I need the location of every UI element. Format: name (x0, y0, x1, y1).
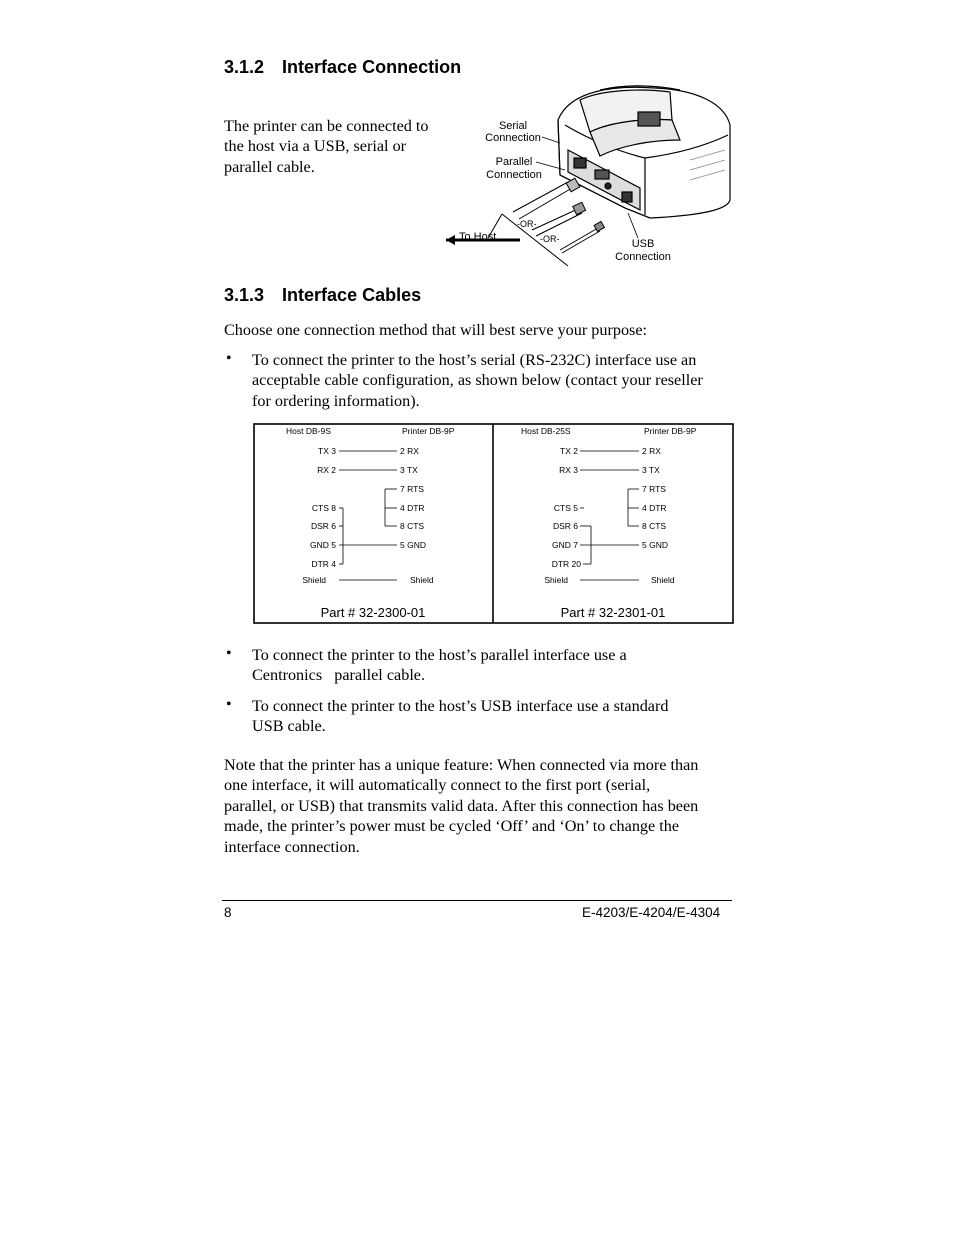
pin-gnd: GND 7 (552, 540, 578, 550)
pin-p-cts: 8 CTS (642, 521, 667, 531)
bullet-line: To connect the printer to the host’s parallel interface use a (252, 646, 627, 664)
host-header: Host DB-9S (286, 426, 331, 436)
note-line: Note that the printer has a unique feature: When connected via more than (224, 756, 699, 774)
cables (488, 178, 604, 266)
cable-wiring-table (253, 423, 734, 624)
pin-rx: RX 2 (317, 465, 336, 475)
model-number: E-4203/E-4204/E-4304 (582, 905, 721, 920)
pin-p-dtr: 4 DTR (642, 503, 667, 513)
section-heading-3-1-3 (224, 285, 421, 306)
pin-shield: Shield (302, 575, 326, 585)
printer-illustration (558, 86, 730, 218)
bullet-marker: • (226, 645, 232, 662)
intro-line: The printer can be connected to (224, 117, 429, 135)
pin-p-shield: Shield (651, 575, 675, 585)
part-number-left: Part # 32-2300-01 (320, 605, 426, 620)
pin-p-rx: 2 RX (400, 446, 419, 456)
note-line: interface connection. (224, 837, 360, 856)
pin-p-gnd: 5 GND (400, 540, 426, 550)
pin-p-rts: 7 RTS (400, 484, 424, 494)
pin-shield: Shield (544, 575, 568, 585)
note-paragraph (224, 755, 744, 857)
intro-line: the host via a USB, serial or (224, 137, 407, 156)
serial-label-1: Serial (498, 120, 528, 132)
pin-tx: TX 2 (560, 446, 578, 456)
pin-rx: RX 3 (559, 465, 578, 475)
pin-p-gnd: 5 GND (642, 540, 668, 550)
intro-line: parallel cable. (224, 157, 315, 176)
intro-paragraph (224, 116, 444, 177)
section-title: Interface Cables (282, 285, 422, 305)
bullet-line: for ordering information). (252, 391, 420, 410)
bullet-line: Centronics parallel cable. (252, 666, 426, 685)
printer-connection-figure (440, 80, 740, 270)
bullet-line: acceptable cable configuration, as shown below (contact your reseller (252, 371, 703, 390)
pin-p-dtr: 4 DTR (400, 503, 425, 513)
choose-paragraph: Choose one connection method that will best serve your purpose: (224, 321, 648, 339)
usb-label-1: USB (631, 238, 655, 250)
host-header: Host DB-25S (521, 426, 571, 436)
or-label-2: -OR- (540, 234, 560, 244)
bullet-serial (252, 350, 742, 411)
bullet-line: To connect the printer to the host’s serial (RS-232C) interface use an (252, 351, 697, 369)
page-number: 8 (224, 905, 232, 920)
section-number: 3.1.2 (224, 57, 265, 77)
pin-p-rx: 2 RX (642, 446, 661, 456)
bullet-line: USB cable. (252, 717, 326, 736)
footer-rule (222, 900, 732, 901)
part-number-right: Part # 32-2301-01 (560, 605, 666, 620)
parallel-label-1: Parallel (495, 156, 533, 168)
pin-cts: CTS 8 (311, 503, 336, 513)
pin-p-shield: Shield (410, 575, 434, 585)
pin-p-tx: 3 TX (642, 465, 660, 475)
section-number: 3.1.3 (224, 285, 265, 305)
parallel-label-2: Connection (486, 169, 542, 181)
pin-p-rts: 7 RTS (642, 484, 666, 494)
pin-gnd: GND 5 (310, 540, 336, 550)
bullet-marker: • (226, 350, 232, 367)
to-host-label: To Host (459, 231, 497, 243)
usb-label-2: Connection (615, 251, 671, 263)
bullet-line: To connect the printer to the host’s USB interface use a standard (252, 697, 669, 715)
note-line: made, the printer’s power must be cycled ‘Off’ and ‘On’ to change the (224, 817, 680, 836)
note-line: parallel, or USB) that transmits valid data. After this connection has been (224, 796, 699, 815)
pin-cts: CTS 5 (553, 503, 578, 513)
pin-p-tx: 3 TX (400, 465, 418, 475)
printer-header: Printer DB-9P (402, 426, 455, 436)
pin-dtr: DTR 20 (551, 559, 581, 569)
pin-p-cts: 8 CTS (400, 521, 425, 531)
section-title: Interface Connection (282, 57, 462, 77)
serial-label-2: Connection (485, 132, 541, 144)
printer-header: Printer DB-9P (644, 426, 697, 436)
bullet-usb (252, 696, 742, 737)
pin-tx: TX 3 (318, 446, 336, 456)
pin-dsr: DSR 6 (310, 521, 336, 531)
pin-dtr: DTR 4 (311, 559, 336, 569)
bullet-parallel (252, 645, 742, 686)
pin-dsr: DSR 6 (552, 521, 578, 531)
section-heading-3-1-2 (224, 57, 461, 78)
bullet-marker: • (226, 696, 232, 713)
or-label-1: -OR- (517, 219, 537, 229)
note-line: one interface, it will automatically connect to the first port (serial, (224, 776, 651, 795)
